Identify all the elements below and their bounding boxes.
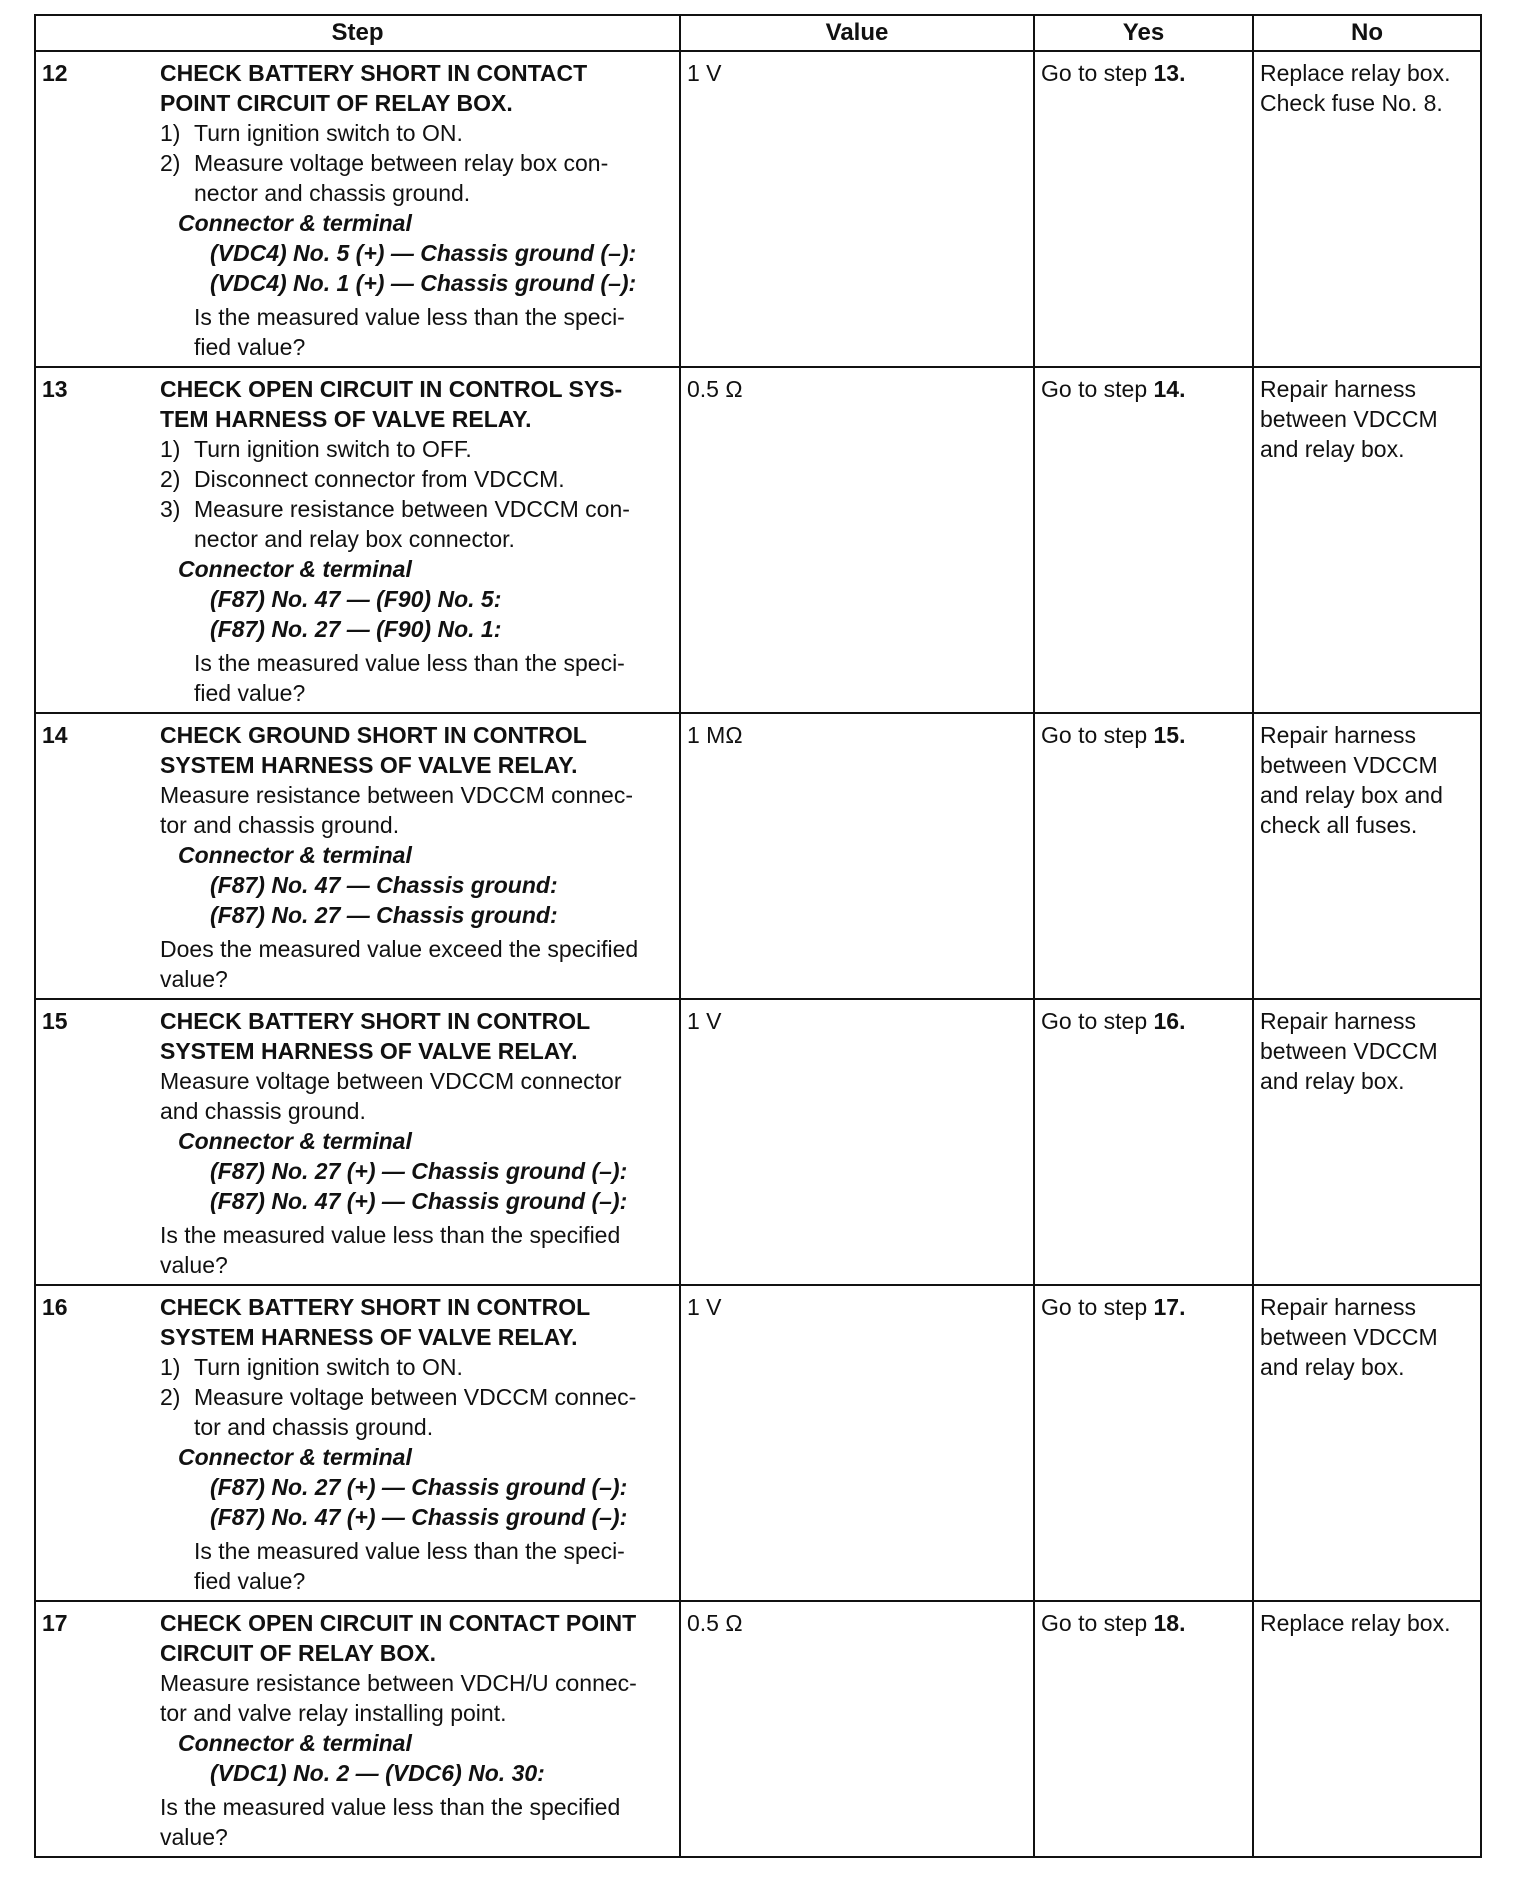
step-instruction-number: 1) xyxy=(160,1354,181,1380)
no-cell xyxy=(1253,51,1481,367)
step-instruction-text: Turn ignition switch to ON. xyxy=(194,1354,463,1380)
connector-terminal-spec: (VDC1) No. 2 — (VDC6) No. 30: xyxy=(210,1760,545,1786)
step-question xyxy=(160,1536,673,1596)
yes-step-ref: 14. xyxy=(1153,376,1186,402)
step-question-line: fied value? xyxy=(194,334,306,360)
connector-terminal-spec: (F87) No. 47 (+) — Chassis ground (–): xyxy=(210,1504,628,1530)
no-text-line: and relay box. xyxy=(1260,1354,1405,1380)
step-title-line: CHECK OPEN CIRCUIT IN CONTACT POINT xyxy=(160,1610,637,1636)
step-question-line: Does the measured value exceed the specified xyxy=(160,936,639,962)
step-description-line: Measure resistance between VDCH/U connec- xyxy=(160,1670,637,1696)
step-cell xyxy=(35,51,680,367)
step-number: 17 xyxy=(42,1610,68,1636)
yes-cell xyxy=(1034,713,1253,999)
step-content xyxy=(160,720,673,994)
step-question-line: Is the measured value less than the speci- xyxy=(194,650,625,676)
connector-terminal-spec: (F87) No. 27 — Chassis ground: xyxy=(210,902,558,928)
yes-text: Go to step xyxy=(1041,60,1154,86)
header-no: No xyxy=(1253,15,1481,51)
no-text-line: Replace relay box. xyxy=(1260,60,1451,86)
no-text-line: between VDCCM xyxy=(1260,1038,1438,1064)
step-instruction-number: 1) xyxy=(160,436,181,462)
step-description-line: tor and valve relay installing point. xyxy=(160,1700,507,1726)
step-title-line: TEM HARNESS OF VALVE RELAY. xyxy=(160,406,532,432)
header-value: Value xyxy=(680,15,1034,51)
step-title-line: CHECK BATTERY SHORT IN CONTROL xyxy=(160,1294,591,1320)
value-cell: 1 V xyxy=(680,1285,1034,1601)
step-question-line: fied value? xyxy=(194,680,306,706)
step-cell-wrap xyxy=(42,58,673,362)
value-cell: 1 MΩ xyxy=(680,713,1034,999)
step-instruction-number: 3) xyxy=(160,496,181,522)
step-title-line: POINT CIRCUIT OF RELAY BOX. xyxy=(160,90,513,116)
table-row xyxy=(35,713,1481,999)
step-question xyxy=(160,934,673,994)
table-row xyxy=(35,367,1481,713)
connector-terminal-heading: Connector & terminal xyxy=(178,1730,412,1756)
yes-text: Go to step xyxy=(1041,1294,1154,1320)
table-row xyxy=(35,1601,1481,1857)
no-text-line: Repair harness xyxy=(1260,1008,1416,1034)
yes-cell xyxy=(1034,1601,1253,1857)
step-cell-wrap xyxy=(42,374,673,708)
step-number: 15 xyxy=(42,1008,68,1034)
no-text-line: check all fuses. xyxy=(1260,812,1418,838)
step-instruction-number: 1) xyxy=(160,120,181,146)
yes-step-ref: 13. xyxy=(1153,60,1186,86)
step-instruction-text: Turn ignition switch to ON. xyxy=(194,120,463,146)
step-content xyxy=(160,1292,673,1596)
step-instruction-line xyxy=(160,1412,673,1442)
step-content xyxy=(160,1608,673,1852)
yes-step-ref: 18. xyxy=(1153,1610,1186,1636)
step-instruction-line xyxy=(160,1352,673,1382)
step-description-line: tor and chassis ground. xyxy=(160,812,400,838)
step-instruction-line xyxy=(160,524,673,554)
step-description-line: and chassis ground. xyxy=(160,1098,366,1124)
step-instruction-text: Disconnect connector from VDCCM. xyxy=(194,466,565,492)
value-cell: 0.5 Ω xyxy=(680,367,1034,713)
table-row xyxy=(35,51,1481,367)
step-title-line: CHECK GROUND SHORT IN CONTROL xyxy=(160,722,587,748)
yes-cell xyxy=(1034,51,1253,367)
no-text-line: Replace relay box. xyxy=(1260,1610,1451,1636)
value-cell: 0.5 Ω xyxy=(680,1601,1034,1857)
step-title-line: SYSTEM HARNESS OF VALVE RELAY. xyxy=(160,752,578,778)
step-instruction-text: Measure voltage between VDCCM connec- xyxy=(194,1384,637,1410)
step-title-line: CHECK OPEN CIRCUIT IN CONTROL SYS- xyxy=(160,376,623,402)
step-title-line: SYSTEM HARNESS OF VALVE RELAY. xyxy=(160,1324,578,1350)
no-cell xyxy=(1253,713,1481,999)
step-cell-wrap xyxy=(42,1006,673,1280)
step-instruction-text: Turn ignition switch to OFF. xyxy=(194,436,472,462)
step-cell xyxy=(35,713,680,999)
step-instruction-line xyxy=(160,148,673,178)
table-row xyxy=(35,999,1481,1285)
step-question-line: fied value? xyxy=(194,1568,306,1594)
header-yes: Yes xyxy=(1034,15,1253,51)
step-instruction-text: tor and chassis ground. xyxy=(194,1414,434,1440)
no-text-line: between VDCCM xyxy=(1260,406,1438,432)
no-cell xyxy=(1253,1285,1481,1601)
yes-text: Go to step xyxy=(1041,722,1154,748)
connector-terminal-heading: Connector & terminal xyxy=(178,1444,412,1470)
yes-step-ref: 16. xyxy=(1153,1008,1186,1034)
step-instruction-number xyxy=(160,1412,194,1442)
step-instruction-text: nector and relay box connector. xyxy=(194,526,515,552)
no-text-line: between VDCCM xyxy=(1260,1324,1438,1350)
connector-terminal-spec: (F87) No. 27 — (F90) No. 1: xyxy=(210,616,502,642)
step-instruction-text: nector and chassis ground. xyxy=(194,180,471,206)
yes-step-ref: 15. xyxy=(1153,722,1186,748)
step-number: 16 xyxy=(42,1294,68,1320)
yes-text: Go to step xyxy=(1041,376,1154,402)
step-question xyxy=(160,1792,673,1852)
step-instruction-text: Measure voltage between relay box con- xyxy=(194,150,609,176)
no-cell xyxy=(1253,367,1481,713)
table-row xyxy=(35,1285,1481,1601)
value-cell: 1 V xyxy=(680,999,1034,1285)
step-question-line: Is the measured value less than the specified xyxy=(160,1794,621,1820)
step-content xyxy=(160,374,673,708)
step-cell-wrap xyxy=(42,1292,673,1596)
step-cell xyxy=(35,999,680,1285)
no-text-line: Repair harness xyxy=(1260,376,1416,402)
connector-terminal-heading: Connector & terminal xyxy=(178,1128,412,1154)
no-text-line: and relay box and xyxy=(1260,782,1443,808)
step-question xyxy=(160,1220,673,1280)
connector-terminal-spec: (F87) No. 47 — Chassis ground: xyxy=(210,872,558,898)
step-title-line: SYSTEM HARNESS OF VALVE RELAY. xyxy=(160,1038,578,1064)
step-instruction-number: 2) xyxy=(160,1384,181,1410)
step-number: 12 xyxy=(42,60,68,86)
step-question-line: Is the measured value less than the speci- xyxy=(194,1538,625,1564)
connector-terminal-heading: Connector & terminal xyxy=(178,210,412,236)
step-instruction-number: 2) xyxy=(160,150,181,176)
yes-cell xyxy=(1034,367,1253,713)
connector-terminal-heading: Connector & terminal xyxy=(178,842,412,868)
step-question xyxy=(160,302,673,362)
step-title-line: CHECK BATTERY SHORT IN CONTACT xyxy=(160,60,588,86)
step-number: 14 xyxy=(42,722,68,748)
step-number: 13 xyxy=(42,376,68,402)
step-question-line: value? xyxy=(160,1824,228,1850)
table-header-row xyxy=(35,15,1481,51)
connector-terminal-spec: (VDC4) No. 5 (+) — Chassis ground (–): xyxy=(210,240,637,266)
no-cell xyxy=(1253,1601,1481,1857)
step-title-line: CHECK BATTERY SHORT IN CONTROL xyxy=(160,1008,591,1034)
step-instruction-line xyxy=(160,494,673,524)
step-instruction-line xyxy=(160,434,673,464)
no-text-line: and relay box. xyxy=(1260,1068,1405,1094)
step-question xyxy=(160,648,673,708)
no-text-line: Repair harness xyxy=(1260,722,1416,748)
connector-terminal-spec: (F87) No. 47 (+) — Chassis ground (–): xyxy=(210,1188,628,1214)
step-description-line: Measure voltage between VDCCM connector xyxy=(160,1068,622,1094)
step-title-line: CIRCUIT OF RELAY BOX. xyxy=(160,1640,437,1666)
no-text-line: Repair harness xyxy=(1260,1294,1416,1320)
yes-text: Go to step xyxy=(1041,1008,1154,1034)
yes-text: Go to step xyxy=(1041,1610,1154,1636)
no-cell xyxy=(1253,999,1481,1285)
step-content xyxy=(160,1006,673,1280)
step-question-line: value? xyxy=(160,1252,228,1278)
step-cell-wrap xyxy=(42,1608,673,1852)
connector-terminal-spec: (F87) No. 27 (+) — Chassis ground (–): xyxy=(210,1158,628,1184)
step-instruction-line xyxy=(160,118,673,148)
header-step: Step xyxy=(35,15,680,51)
step-content xyxy=(160,58,673,362)
step-cell xyxy=(35,367,680,713)
step-instruction-number xyxy=(160,524,194,554)
diagnostic-sheet xyxy=(34,14,1480,1858)
yes-cell xyxy=(1034,1285,1253,1601)
step-cell xyxy=(35,1285,680,1601)
step-instruction-text: Measure resistance between VDCCM con- xyxy=(194,496,630,522)
step-instruction-line xyxy=(160,178,673,208)
yes-step-ref: 17. xyxy=(1153,1294,1186,1320)
step-description-line: Measure resistance between VDCCM connec- xyxy=(160,782,633,808)
diagnostic-table xyxy=(34,14,1482,1858)
step-instruction-number: 2) xyxy=(160,466,181,492)
connector-terminal-spec: (F87) No. 47 — (F90) No. 5: xyxy=(210,586,502,612)
connector-terminal-spec: (F87) No. 27 (+) — Chassis ground (–): xyxy=(210,1474,628,1500)
connector-terminal-heading: Connector & terminal xyxy=(178,556,412,582)
connector-terminal-spec: (VDC4) No. 1 (+) — Chassis ground (–): xyxy=(210,270,637,296)
value-cell: 1 V xyxy=(680,51,1034,367)
step-question-line: value? xyxy=(160,966,228,992)
step-instruction-line xyxy=(160,464,673,494)
step-question-line: Is the measured value less than the specified xyxy=(160,1222,621,1248)
step-cell xyxy=(35,1601,680,1857)
no-text-line: and relay box. xyxy=(1260,436,1405,462)
step-cell-wrap xyxy=(42,720,673,994)
no-text-line: Check fuse No. 8. xyxy=(1260,90,1443,116)
yes-cell xyxy=(1034,999,1253,1285)
step-question-line: Is the measured value less than the speci- xyxy=(194,304,625,330)
step-instruction-line xyxy=(160,1382,673,1412)
step-instruction-number xyxy=(160,178,194,208)
table-body xyxy=(35,51,1481,1857)
no-text-line: between VDCCM xyxy=(1260,752,1438,778)
